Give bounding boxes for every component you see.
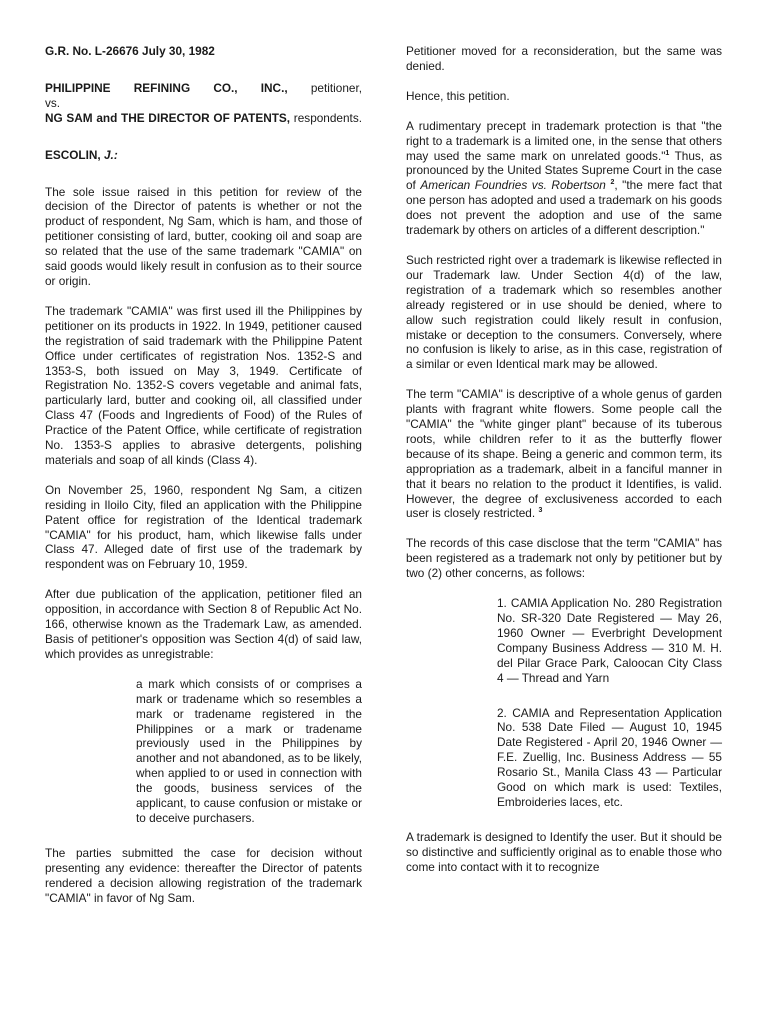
- footnote-ref-2: 2: [610, 179, 615, 187]
- precept-text-a: A rudimentary precept in trademark protection is that "the right to a trademark is a limited one, in the sense that others may used the same mark on unrelated goods.": [406, 118, 722, 163]
- ponente: [45, 148, 362, 163]
- precept-text-b: Thus, as pronounced by the United States Supreme Court in the case of: [406, 148, 722, 193]
- paragraph-application: On November 25, 1960, respondent Ng Sam, a citizen residing in Iloilo City, filed an application with the Philippine Patent office for registration of the Identical trademark "CAMIA" for his product, ham, which likewise falls under Class 47. Alleged date of first use of the trademark by respondent was on February 10, 1959.: [45, 482, 362, 572]
- right-column: [406, 44, 722, 890]
- case-parties: [45, 81, 362, 126]
- case-name-italic: American Foundries vs. Robertson: [420, 178, 606, 193]
- registrations-list: [497, 596, 722, 810]
- paragraph-restricted-right: Such restricted right over a trademark is likewise reflected in our Trademark law. Under Section 4(d) of the law, registration of a trademark which so resembles another already registered or in use should be denied, where to allow such registration could likely result in confusion, mistake or deception to the consumers. Conversely, where no confusion is likely to arise, as in this case, registration of a similar or even Identical mark may be allowed.: [406, 252, 722, 372]
- paragraph-camia-term: [406, 387, 722, 521]
- paragraph-issue: The sole issue raised in this petition for review of the decision of the Director of patents is whether or not the product of respondent, Ng Sam, which is ham, and those of petitioner consisting of lard, butter, cooking oil and soap are so related that the use of the same trademark "CAMIA" on said goods would likely result in confusion as to their source or origin.: [45, 184, 362, 288]
- versus-label: vs.: [45, 95, 61, 110]
- petitioner-role: petitioner,: [287, 80, 362, 95]
- respondents-role: respondents.: [290, 110, 363, 125]
- paragraph-reconsideration: Petitioner moved for a reconsideration, but the same was denied.: [406, 44, 722, 73]
- left-column: [45, 44, 362, 921]
- case-citation: G.R. No. L-26676 July 30, 1982: [45, 44, 215, 58]
- ponente-name: ESCOLIN,: [45, 147, 101, 162]
- precept-text-c: , "the mere fact that one person has adopted and used a trademark on his goods does not prevent the adoption and use of the same trademark by others on articles of a different description.": [406, 178, 723, 238]
- paragraph-decision: The parties submitted the case for decision without presenting any evidence: thereafter the Director of patents rendered a decision allowing registration of the trademark "CAMIA" in favor of Ng Sam.: [45, 845, 362, 905]
- paragraph-opposition: After due publication of the application, petitioner filed an opposition, in accordance with Section 8 of Republic Act No. 166, otherwise known as the Trademark Law, as amended. Basis of petitioner's opposition was Section 4(d) of said law, which provides as unregistrable:: [45, 587, 362, 661]
- list-item: 1. CAMIA Application No. 280 Registration No. SR-320 Date Registered — May 26, 1960 Owner — Everbright Development Company Business Address — 310 M. H. del Pilar Grace Park, Caloocan City Class 4 — Thread and Yarn: [497, 596, 722, 685]
- paragraph-trademark-history: The trademark "CAMIA" was first used ill the Philippines by petitioner on its products in 1922. In 1949, petitioner caused the registration of said trademark with the Philippine Patent Office under certificates of registration Nos. 1352-S and 1353-S, both issued on May 3, 1949. Certificate of Registration No. 1352-S covers vegetable and animal fats, particularly lard, butter and cooking oil, all classified under Class 47 (Foods and Ingredients of Food) of the Rules of Practice of the Patent Office, while certificate of registration No. 1353-S applies to abrasive detergents, polishing materials and soap of all kinds (Class 4).: [45, 303, 362, 467]
- paragraph-precept: [406, 119, 722, 238]
- footnote-ref-1: 1: [665, 149, 670, 157]
- petitioner-line: [45, 81, 362, 96]
- footnote-ref-3: 3: [538, 507, 543, 515]
- paragraph-trademark-design: A trademark is designed to Identify the user. But it should be so distinctive and sufficiently original as to enable those who come into contact with it to recognize: [406, 829, 722, 874]
- list-item: 2. CAMIA and Representation Application No. 538 Date Filed — August 10, 1945 Date Registered - April 20, 1946 Owner — F.E. Zuellig, Inc. Business Address — 55 Rosario St., Manila Class 43 — Particular Good on which mark is used: Textiles, Embroideries laces, etc.: [497, 705, 722, 809]
- statute-quote: a mark which consists of or comprises a mark or tradename which so resembles a mark or tradename registered in the Philippines or a mark or tradename previously used in the Philippines by another and not abandoned, as to be likely, when applied to or used in connection with the goods, business services of the applicant, to cause confusion or mistake or to deceive purchasers.: [136, 676, 362, 825]
- petitioner-name: PHILIPPINE REFINING CO., INC.,: [45, 80, 288, 95]
- camia-term-text: The term "CAMIA" is descriptive of a whole genus of garden plants with fragrant white flowers. Some people call the "CAMIA" the "white ginger plant" because of its tuberous roots, while children refer to it as the butterfly flower because of its shape. Being a generic and common term, its appropriation as a trademark, albeit in a fanciful manner in that it bears no relation to the product it Identifies, is valid. However, the degree of exclusiveness accorded to each user is closely restricted.: [406, 387, 722, 521]
- respondents-line: [45, 111, 362, 126]
- respondents-name: NG SAM and THE DIRECTOR OF PATENTS,: [45, 110, 291, 125]
- paragraph-records: The records of this case disclose that the term "CAMIA" has been registered as a trademark not only by petitioner but by two (2) other concerns, as follows:: [406, 536, 722, 581]
- ponente-suffix: J.:: [104, 147, 118, 162]
- paragraph-petition: Hence, this petition.: [406, 88, 510, 103]
